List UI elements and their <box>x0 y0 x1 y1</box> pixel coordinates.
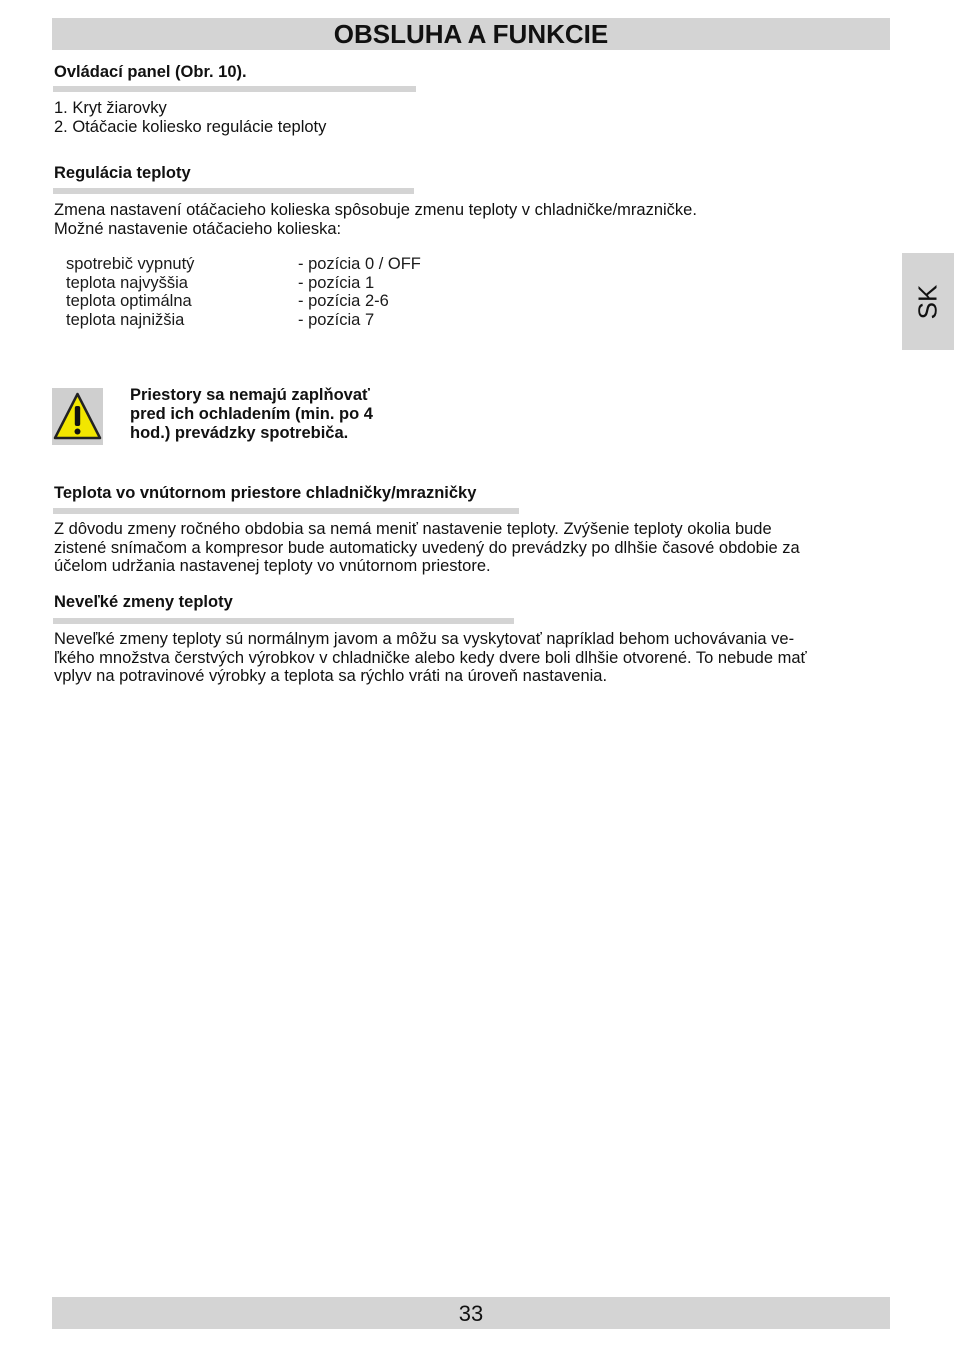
control-panel-rule <box>53 86 416 92</box>
paragraph-line: zistené snímačom a kompresor bude automaticky uvedený do prevádzky po dlhšie časové obdobie za <box>54 538 800 557</box>
language-tab <box>902 253 954 350</box>
small-changes-heading: Nevеľké zmeny teploty <box>54 593 233 611</box>
small-changes-text <box>54 630 807 686</box>
paragraph-line: Z dôvodu zmeny ročného obdobia sa nemá meniť nastavenie teploty. Zvýšenie teploty okolia bude <box>54 520 772 538</box>
paragraph-line: Nevеľké zmeny teploty sú normálnym javom a môžu sa vyskytovať napríklad behom uchovávania ve- <box>54 630 795 648</box>
settings-value: - pozícia 2-6 <box>298 292 389 310</box>
settings-value: - pozícia 0 / OFF <box>298 255 421 273</box>
settings-label: teplota najvyššia <box>66 273 188 292</box>
inner-temp-rule <box>53 508 519 514</box>
settings-label: spotrebič vypnutý <box>66 255 195 273</box>
warning-line: Priestory sa nemajú zaplňovať <box>130 386 370 404</box>
list-item: 1. Kryt žiarovky <box>54 99 167 117</box>
paragraph-line: účelom udržania nastavenej teploty vo vnútornom priestore. <box>54 557 491 575</box>
settings-row <box>66 292 389 311</box>
warning-triangle-icon <box>52 388 103 445</box>
settings-label: teplota optimálna <box>66 292 192 310</box>
settings-row <box>66 273 375 293</box>
paragraph-line: vplyv na potravinové výrobky a teplota sa rýchlo vráti na úroveň nastavenia. <box>54 667 608 685</box>
settings-row <box>66 255 421 274</box>
language-tab-label: SK <box>912 284 943 319</box>
control-panel-list <box>54 99 326 136</box>
settings-table <box>66 255 421 329</box>
regulation-text <box>54 201 697 238</box>
warning-line: hod.) prevádzky spotrebiča. <box>130 424 349 442</box>
paragraph-line: Zmena nastavení otáčacieho kolieska spôsobuje zmenu teploty v chladničke/mrazničke. <box>54 201 697 219</box>
small-changes-rule <box>53 618 514 624</box>
page-number: 33 <box>458 1301 484 1326</box>
control-panel-heading: Ovládací panel (Obr. 10). <box>54 63 247 81</box>
settings-row <box>66 310 375 330</box>
warning-text <box>130 386 373 443</box>
paragraph-line: Možné nastavenie otáčacieho kolieska: <box>54 219 342 238</box>
settings-value: - pozícia 1 <box>298 273 375 292</box>
page-title-bar <box>52 18 890 50</box>
paragraph-line: ľkého množstva čerstvých výrobkov v chladničke alebo kedy dvere boli dlhšie otvorené. To nebude mať <box>54 648 807 667</box>
inner-temp-heading: Teplota vo vnútornom priestore chladničky/mrazničky <box>54 484 477 502</box>
settings-label: teplota najnižšia <box>66 310 185 329</box>
inner-temp-text <box>54 520 800 576</box>
page-title: OBSLUHA A FUNKCIE <box>333 19 609 49</box>
footer-bar <box>52 1297 890 1329</box>
warning-line: pred ich ochladením (min. po 4 <box>130 405 373 423</box>
regulation-heading: Regulácia teploty <box>54 164 191 182</box>
regulation-rule <box>53 188 414 194</box>
list-item: 2. Otáčacie koliesko regulácie teploty <box>54 117 327 136</box>
settings-value: - pozícia 7 <box>298 310 375 329</box>
